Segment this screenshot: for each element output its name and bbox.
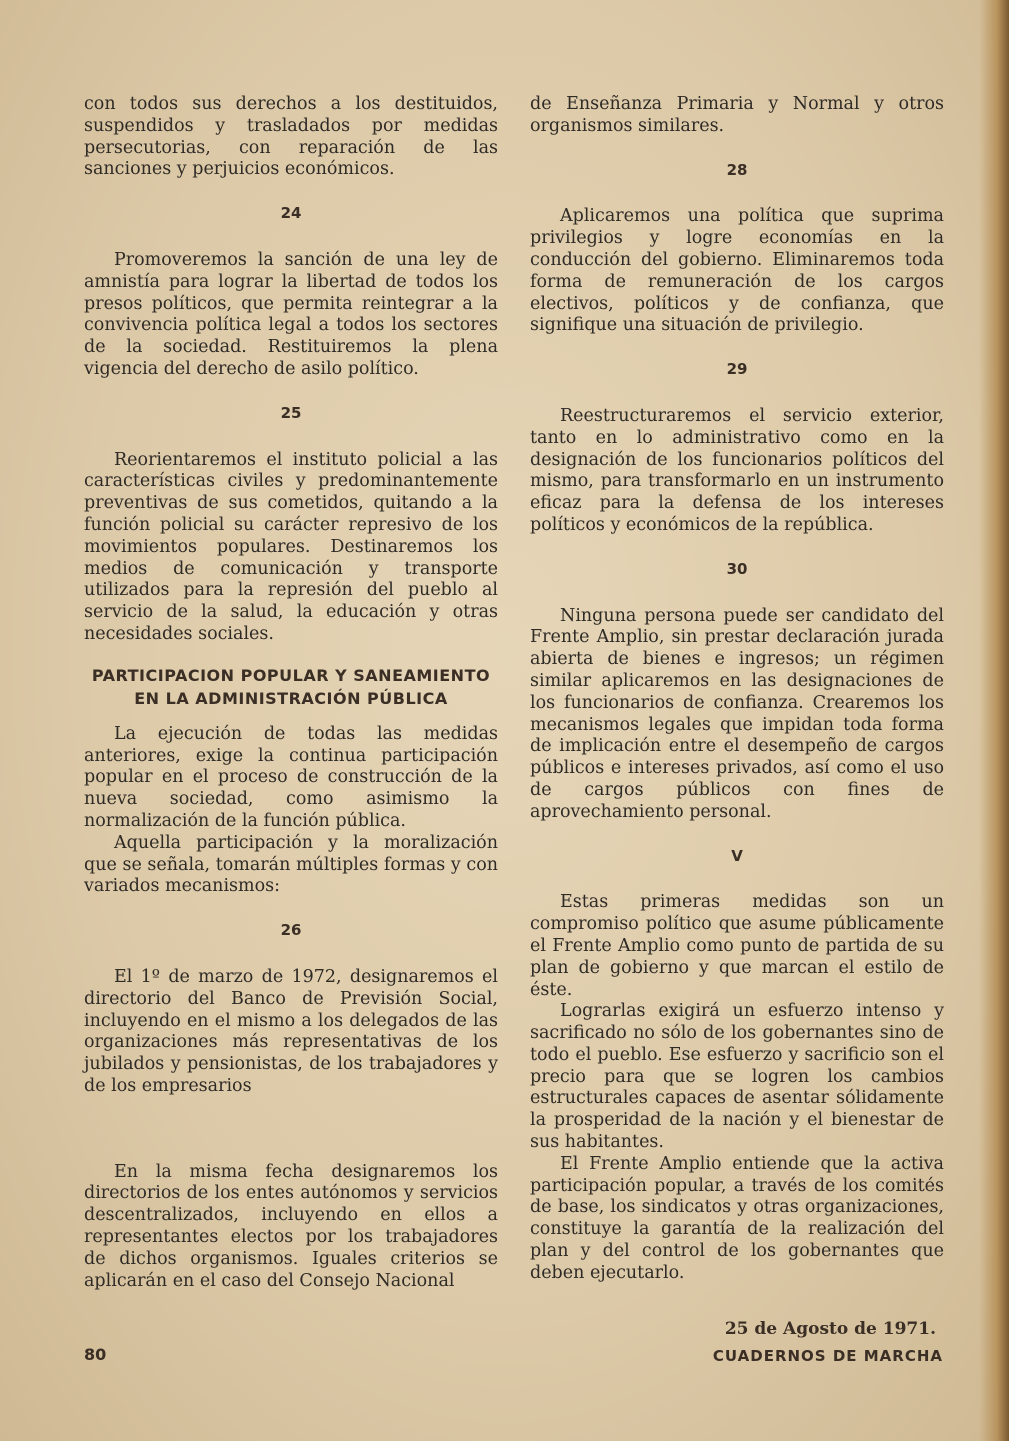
- paragraph-28: Aplicaremos una política que suprima privilegios y logre economías en la conducción del gobierno. Eliminaremos toda forma de remuneración de los cargos electivos, políticos y de confianza, que signifique una situación de privilegio.: [530, 206, 944, 336]
- section-number-v: V: [731, 846, 743, 865]
- paragraph-continuation-right: de Enseñanza Primaria y Normal y otros organismos similares.: [530, 94, 944, 136]
- publication-name: CUADERNOS DE MARCHA: [712, 1347, 943, 1365]
- item-number-26: 26: [280, 921, 302, 940]
- paragraph-24: Promoveremos la sanción de una ley de amnistía para lograr la libertad de todos los presos políticos, que permita reintegrar a la convivencia política legal a todos los sectores de la sociedad. Restituiremos la plena vigencia del derecho de asilo político.: [84, 249, 498, 379]
- paragraph-section-2: Aquella participación y la moralización que se señala, tomarán múltiples formas y con variados mecanismos:: [84, 832, 498, 897]
- page-number: 80: [84, 1345, 107, 1364]
- paragraph-25: Reorientaremos el instituto policial a las características civiles y predominantemente preventivas de sus cometidos, quitando a la función policial su carácter represivo de los movimientos populares. Destinaremos los medios de comunicación y transporte utilizados para la represión del pueblo al servicio de la salud, la educación y otras necesidades sociales.: [84, 449, 498, 644]
- item-number-24: 24: [280, 204, 302, 223]
- paragraph-continuation: con todos sus derechos a los destituidos, suspendidos y trasladados por medidas persecutorias, con reparación de las sanciones y perjuicios económicos.: [84, 94, 498, 180]
- paragraph-v3: El Frente Amplio entiende que la activa participación popular, a través de los comités de base, los sindicatos y otras organizaciones, constituye la garantía de la realización del plan y del control de los gobernantes que deben ejecutarlo.: [530, 1153, 944, 1283]
- section-title: PARTICIPACION POPULAR Y SANEAMIENTO EN LA ADMINISTRACIÓN PÚBLICA: [91, 665, 491, 708]
- paragraph-26a: El 1º de marzo de 1972, designaremos el directorio del Banco de Previsión Social, incluyendo en el mismo a los delegados de las organizaciones más representativas de los jubilados y pensionistas, de los trabajadores y de los empresarios: [84, 966, 498, 1096]
- item-number-29: 29: [726, 360, 748, 379]
- paragraph-section-1: La ejecución de todas las medidas anteriores, exige la continua participación popular en el proceso de construcción de la nueva sociedad, como asimismo la normalización de la función pública.: [84, 723, 498, 831]
- left-column: [84, 94, 498, 1292]
- paragraph-v1: Estas primeras medidas son un compromiso político que asume públicamente el Frente Amplio como punto de partida de su plan de gobierno y que marcan el estilo de éste.: [530, 892, 944, 1000]
- paragraph-29: Reestructuraremos el servicio exterior, tanto en lo administrativo como en la designación de los funcionarios políticos del mismo, para transformarlo en un instrumento eficaz para la defensa de los intereses políticos y económicos de la república.: [530, 405, 944, 535]
- item-number-25: 25: [280, 403, 302, 422]
- blank-gap: [84, 1098, 498, 1162]
- paragraph-v2: Lograrlas exigirá un esfuerzo intenso y sacrificado no sólo de los gobernantes sino de todo el pueblo. Ese esfuerzo y sacrificio son el precio para que se logren los cambios estructurales capaces de asentar sólidamente la prosperidad de la nación y el bienestar de sus habitantes.: [530, 1001, 944, 1153]
- paragraph-26b: En la misma fecha designaremos los directorios de los entes autónomos y servicios descentralizados, incluyendo en ellos a representantes electos por los trabajadores de dichos organismos. Iguales criterios se aplicarán en el caso del Consejo Nacional: [84, 1161, 498, 1291]
- item-number-30: 30: [726, 559, 748, 578]
- signature-date: 25 de Agosto de 1971.: [724, 1318, 936, 1339]
- item-number-28: 28: [726, 160, 748, 179]
- right-column: [530, 94, 944, 1340]
- paragraph-30: Ninguna persona puede ser candidato del Frente Amplio, sin prestar declaración jurada abierta de bienes e ingresos; un régimen similar aplicaremos en las designaciones de los funcionarios de confianza. Crearemos los mecanismos legales que impidan toda forma de implicación entre el desempeño de cargos públicos e intereses privados, así como el uso de cargos públicos con fines de aprovechamiento personal.: [530, 605, 944, 822]
